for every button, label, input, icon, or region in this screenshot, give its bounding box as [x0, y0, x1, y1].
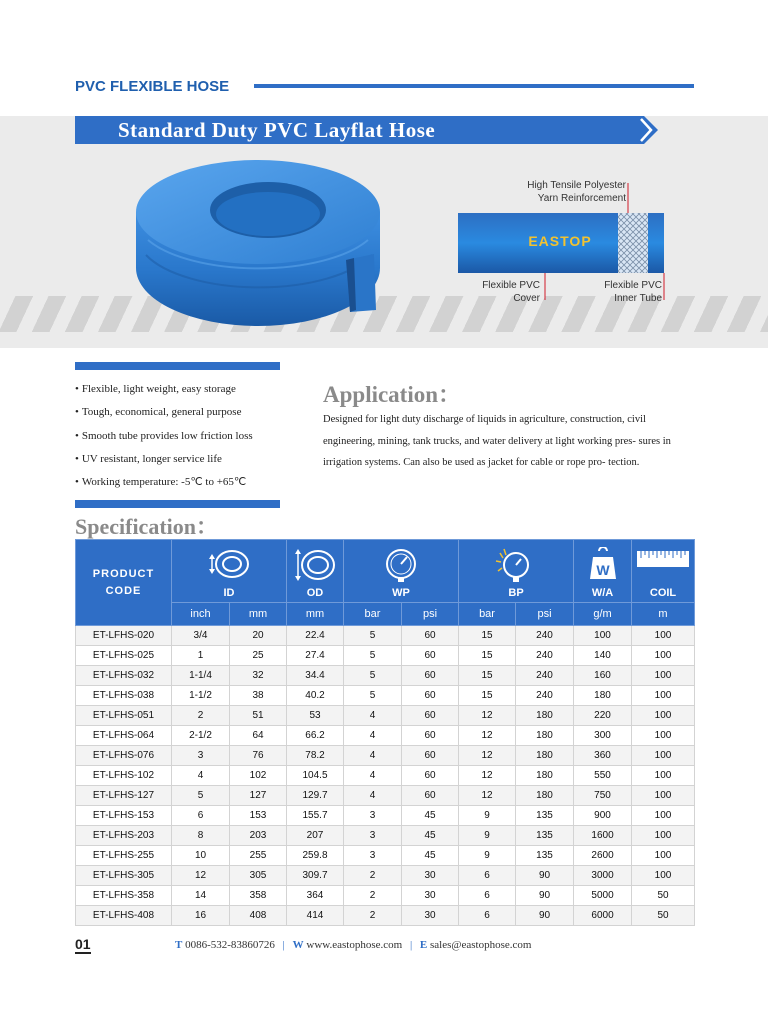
spec-value-cell: 180	[516, 746, 574, 766]
spec-value-cell: 127	[230, 786, 287, 806]
spec-value-cell: 64	[230, 726, 287, 746]
unit-cell: inch	[172, 603, 230, 626]
spec-value-cell: 5	[344, 666, 402, 686]
spec-value-cell: 240	[516, 626, 574, 646]
spec-value-cell: 12	[459, 726, 516, 746]
spec-value-cell: 2	[344, 866, 402, 886]
spec-value-cell: 100	[632, 726, 695, 746]
spec-value-cell: 750	[574, 786, 632, 806]
feature-item: • Smooth tube provides low friction loss	[75, 425, 253, 448]
footer-separator: |	[282, 939, 285, 951]
inner-tube-label	[580, 279, 662, 305]
product-code-cell: ET-LFHS-020	[76, 626, 172, 646]
spec-value-cell: 104.5	[287, 766, 344, 786]
spec-value-cell: 6	[459, 866, 516, 886]
spec-value-cell: 4	[344, 726, 402, 746]
product-code-header-line-1: PRODUCT	[92, 567, 155, 580]
features-top-bar	[75, 362, 280, 370]
table-header-row	[76, 540, 695, 603]
spec-value-cell: 9	[459, 806, 516, 826]
spec-value-cell: 15	[459, 666, 516, 686]
spec-value-cell: 100	[632, 666, 695, 686]
od-header	[287, 540, 344, 603]
spec-value-cell: 10	[172, 846, 230, 866]
spec-value-cell: 60	[402, 786, 459, 806]
email-key: E	[419, 939, 428, 951]
spec-value-cell: 50	[632, 906, 695, 926]
product-code-cell: ET-LFHS-255	[76, 846, 172, 866]
product-code-header	[76, 540, 172, 626]
unit-cell: bar	[344, 603, 402, 626]
contact-footer	[175, 939, 531, 951]
spec-value-cell: 2	[344, 906, 402, 926]
burst-pressure-gauge-icon	[494, 547, 538, 583]
specification-table-body	[76, 626, 695, 926]
id-header-label: ID	[223, 587, 235, 599]
spec-value-cell: 12	[459, 766, 516, 786]
spec-value-cell: 255	[230, 846, 287, 866]
spec-value-cell: 12	[459, 746, 516, 766]
product-code-cell: ET-LFHS-032	[76, 666, 172, 686]
spec-value-cell: 6	[172, 806, 230, 826]
inner-diameter-icon	[206, 547, 252, 581]
spec-value-cell: 1	[172, 646, 230, 666]
spec-value-cell: 100	[632, 626, 695, 646]
table-row	[76, 846, 695, 866]
features-bottom-bar	[75, 500, 280, 508]
spec-value-cell: 5	[172, 786, 230, 806]
spec-value-cell: 900	[574, 806, 632, 826]
svg-text:W: W	[595, 562, 610, 578]
wp-header-label: WP	[392, 587, 410, 599]
spec-value-cell: 155.7	[287, 806, 344, 826]
spec-value-cell: 60	[402, 646, 459, 666]
spec-value-cell: 100	[632, 826, 695, 846]
table-row	[76, 826, 695, 846]
spec-value-cell: 4	[172, 766, 230, 786]
table-row	[76, 746, 695, 766]
spec-value-cell: 180	[574, 686, 632, 706]
spec-value-cell: 30	[402, 866, 459, 886]
website-link[interactable]: www.eastophose.com	[306, 939, 403, 951]
spec-value-cell: 6	[459, 886, 516, 906]
spec-value-cell: 30	[402, 906, 459, 926]
spec-value-cell: 160	[574, 666, 632, 686]
footer-separator: |	[409, 939, 413, 951]
application-heading: Application：	[323, 382, 462, 407]
wp-header	[344, 540, 459, 603]
spec-value-cell: 30	[402, 886, 459, 906]
spec-value-cell: 100	[632, 846, 695, 866]
spec-value-cell: 15	[459, 686, 516, 706]
spec-value-cell: 6000	[574, 906, 632, 926]
spec-value-cell: 180	[516, 766, 574, 786]
spec-value-cell: 9	[459, 846, 516, 866]
spec-value-cell: 135	[516, 826, 574, 846]
spec-value-cell: 4	[344, 766, 402, 786]
banner-chevron-icon	[638, 116, 658, 144]
spec-value-cell: 203	[230, 826, 287, 846]
spec-value-cell: 8	[172, 826, 230, 846]
unit-cell: psi	[516, 603, 574, 626]
feature-item: • Flexible, light weight, easy storage	[75, 378, 253, 401]
brand-logo-text: EASTOP	[528, 233, 592, 249]
spec-value-cell: 309.7	[287, 866, 344, 886]
phone-key: T	[175, 939, 183, 951]
unit-cell: mm	[287, 603, 344, 626]
od-header-label: OD	[306, 587, 324, 599]
table-row	[76, 646, 695, 666]
spec-value-cell: 45	[402, 846, 459, 866]
spec-value-cell: 66.2	[287, 726, 344, 746]
table-row	[76, 726, 695, 746]
spec-value-cell: 22.4	[287, 626, 344, 646]
spec-value-cell: 38	[230, 686, 287, 706]
spec-value-cell: 3	[344, 826, 402, 846]
spec-value-cell: 2600	[574, 846, 632, 866]
table-row	[76, 626, 695, 646]
spec-value-cell: 135	[516, 806, 574, 826]
spec-value-cell: 45	[402, 806, 459, 826]
spec-value-cell: 12	[172, 866, 230, 886]
spec-value-cell: 5000	[574, 886, 632, 906]
ruler-icon	[636, 547, 690, 577]
product-code-cell: ET-LFHS-064	[76, 726, 172, 746]
product-code-cell: ET-LFHS-203	[76, 826, 172, 846]
specification-heading: Specification：	[75, 514, 218, 539]
web-key: W	[292, 939, 304, 951]
spec-value-cell: 15	[459, 626, 516, 646]
spec-value-cell: 3	[344, 806, 402, 826]
product-code-cell: ET-LFHS-051	[76, 706, 172, 726]
spec-value-cell: 305	[230, 866, 287, 886]
product-code-header-line-2: CODE	[105, 584, 142, 597]
spec-value-cell: 100	[632, 706, 695, 726]
product-code-cell: ET-LFHS-305	[76, 866, 172, 886]
working-pressure-gauge-icon	[383, 547, 419, 583]
spec-value-cell: 550	[574, 766, 632, 786]
product-code-cell: ET-LFHS-076	[76, 746, 172, 766]
spec-value-cell: 53	[287, 706, 344, 726]
phone-number: 0086-532-83860726	[185, 939, 275, 951]
product-code-cell: ET-LFHS-025	[76, 646, 172, 666]
table-row	[76, 806, 695, 826]
spec-value-cell: 5	[344, 646, 402, 666]
cover-label-line-1: Flexible PVC	[482, 280, 540, 291]
spec-value-cell: 90	[516, 866, 574, 886]
cover-label-line-2: Cover	[513, 293, 540, 304]
product-title: Standard Duty PVC Layflat Hose	[118, 118, 436, 142]
product-code-cell: ET-LFHS-127	[76, 786, 172, 806]
cover-label	[454, 279, 540, 305]
spec-value-cell: 51	[230, 706, 287, 726]
spec-value-cell: 12	[459, 786, 516, 806]
spec-value-cell: 4	[344, 746, 402, 766]
spec-value-cell: 3000	[574, 866, 632, 886]
spec-value-cell: 76	[230, 746, 287, 766]
spec-value-cell: 90	[516, 906, 574, 926]
spec-value-cell: 140	[574, 646, 632, 666]
spec-value-cell: 259.8	[287, 846, 344, 866]
spec-value-cell: 414	[287, 906, 344, 926]
table-row	[76, 686, 695, 706]
spec-value-cell: 153	[230, 806, 287, 826]
spec-value-cell: 100	[632, 786, 695, 806]
bp-header	[459, 540, 574, 603]
feature-item: • UV resistant, longer service life	[75, 448, 253, 471]
product-code-cell: ET-LFHS-038	[76, 686, 172, 706]
spec-value-cell: 360	[574, 746, 632, 766]
spec-value-cell: 3	[344, 846, 402, 866]
unit-cell: psi	[402, 603, 459, 626]
feature-list	[75, 378, 253, 494]
table-row	[76, 666, 695, 686]
spec-value-cell: 4	[344, 706, 402, 726]
spec-value-cell: 2	[172, 706, 230, 726]
spec-value-cell: 207	[287, 826, 344, 846]
spec-value-cell: 3	[172, 746, 230, 766]
spec-value-cell: 6	[459, 906, 516, 926]
spec-value-cell: 240	[516, 686, 574, 706]
unit-cell: mm	[230, 603, 287, 626]
section-title: PVC FLEXIBLE HOSE	[75, 78, 230, 95]
spec-value-cell: 27.4	[287, 646, 344, 666]
spec-value-cell: 129.7	[287, 786, 344, 806]
spec-value-cell: 364	[287, 886, 344, 906]
spec-value-cell: 9	[459, 826, 516, 846]
product-code-cell: ET-LFHS-358	[76, 886, 172, 906]
spec-value-cell: 4	[344, 786, 402, 806]
spec-value-cell: 60	[402, 626, 459, 646]
table-row	[76, 886, 695, 906]
spec-value-cell: 2-1/2	[172, 726, 230, 746]
spec-value-cell: 100	[632, 686, 695, 706]
spec-value-cell: 78.2	[287, 746, 344, 766]
spec-value-cell: 220	[574, 706, 632, 726]
spec-value-cell: 180	[516, 786, 574, 806]
spec-value-cell: 135	[516, 846, 574, 866]
table-row	[76, 766, 695, 786]
spec-value-cell: 50	[632, 886, 695, 906]
spec-value-cell: 15	[459, 646, 516, 666]
spec-value-cell: 1-1/2	[172, 686, 230, 706]
spec-value-cell: 16	[172, 906, 230, 926]
email-link[interactable]: sales@eastophose.com	[430, 939, 532, 951]
spec-value-cell: 2	[344, 886, 402, 906]
spec-value-cell: 12	[459, 706, 516, 726]
spec-value-cell: 240	[516, 646, 574, 666]
spec-value-cell: 5	[344, 626, 402, 646]
specification-table	[75, 539, 695, 926]
hose-roll-image	[118, 150, 398, 330]
id-header	[172, 540, 287, 603]
spec-value-cell: 100	[632, 766, 695, 786]
table-row	[76, 706, 695, 726]
spec-value-cell: 60	[402, 726, 459, 746]
spec-value-cell: 3/4	[172, 626, 230, 646]
spec-value-cell: 100	[632, 866, 695, 886]
spec-value-cell: 358	[230, 886, 287, 906]
table-row	[76, 906, 695, 926]
header-rule	[254, 84, 694, 88]
hose-structure-diagram	[450, 175, 680, 310]
coil-header-label: COIL	[649, 587, 677, 599]
spec-value-cell: 240	[516, 666, 574, 686]
spec-value-cell: 45	[402, 826, 459, 846]
feature-item: • Tough, economical, general purpose	[75, 401, 253, 424]
spec-value-cell: 100	[632, 646, 695, 666]
spec-value-cell: 60	[402, 666, 459, 686]
unit-cell: g/m	[574, 603, 632, 626]
spec-value-cell: 14	[172, 886, 230, 906]
spec-value-cell: 180	[516, 726, 574, 746]
spec-value-cell: 60	[402, 706, 459, 726]
feature-item: • Working temperature: -5℃ to +65℃	[75, 471, 253, 494]
coil-header	[632, 540, 695, 603]
unit-cell: m	[632, 603, 695, 626]
spec-value-cell: 5	[344, 686, 402, 706]
reinforcement-label-line-1: High Tensile Polyester	[527, 180, 626, 191]
spec-value-cell: 25	[230, 646, 287, 666]
spec-value-cell: 300	[574, 726, 632, 746]
wa-header-label: W/A	[591, 587, 614, 599]
product-code-cell: ET-LFHS-408	[76, 906, 172, 926]
spec-value-cell: 100	[574, 626, 632, 646]
spec-value-cell: 34.4	[287, 666, 344, 686]
spec-value-cell: 60	[402, 686, 459, 706]
spec-value-cell: 1-1/4	[172, 666, 230, 686]
spec-value-cell: 100	[632, 806, 695, 826]
application-text: Designed for light duty discharge of liquids in agriculture, construction, civil engineering, mining, tank trucks, and water delivery at light working pres- sures in irrigation systems. Can also be used as jacket for cable or rope pro- tection.	[323, 414, 671, 468]
spec-value-cell: 60	[402, 746, 459, 766]
reinforcement-label-line-2: Yarn Reinforcement	[537, 193, 626, 204]
spec-value-cell: 60	[402, 766, 459, 786]
outer-diameter-icon	[292, 547, 338, 583]
wa-header	[574, 540, 632, 603]
spec-value-cell: 180	[516, 706, 574, 726]
page-number: 01	[75, 936, 91, 952]
unit-cell: bar	[459, 603, 516, 626]
spec-value-cell: 90	[516, 886, 574, 906]
spec-value-cell: 408	[230, 906, 287, 926]
weight-icon	[588, 547, 618, 581]
product-code-cell: ET-LFHS-102	[76, 766, 172, 786]
spec-value-cell: 40.2	[287, 686, 344, 706]
spec-value-cell: 20	[230, 626, 287, 646]
product-code-cell: ET-LFHS-153	[76, 806, 172, 826]
table-row	[76, 786, 695, 806]
spec-value-cell: 1600	[574, 826, 632, 846]
inner-tube-label-line-1: Flexible PVC	[604, 280, 662, 291]
spec-value-cell: 102	[230, 766, 287, 786]
table-row	[76, 866, 695, 886]
bp-header-label: BP	[508, 587, 524, 599]
spec-value-cell: 32	[230, 666, 287, 686]
spec-value-cell: 100	[632, 746, 695, 766]
inner-tube-label-line-2: Inner Tube	[614, 293, 662, 304]
